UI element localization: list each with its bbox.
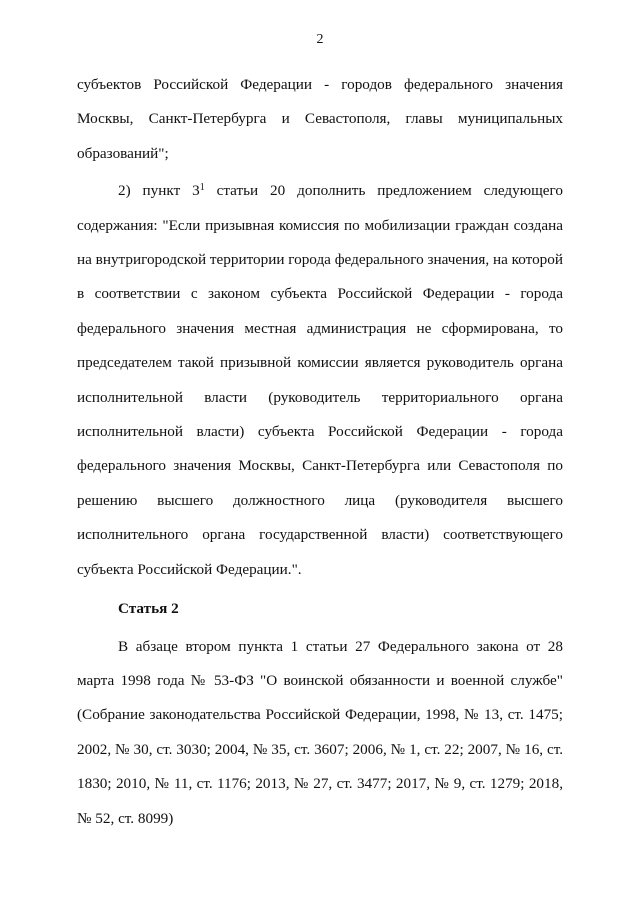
item-2-text-start: 2) пункт 3 [118, 182, 200, 200]
paragraph-amendment-item-2 [77, 174, 563, 587]
item-2-text-rest: статьи 20 дополнить предложением следующего содержания: "Если призывная комиссия по мобилизации граждан создана на внутригородской территории города федерального значения, на которой в соответствии с законом субъекта Российской Федерации - города федерального значения местная администрация не сформирована, то председателем такой призывной комиссии является руководитель органа исполнительной власти (руководитель территориального органа исполнительной власти) субъекта Российской Федерации - города федерального значения Москвы, Санкт-Петербурга или Севастополя по решению высшего должностного лица (руководителя высшего исполнительного органа государственной власти) соответствующего субъекта Российской Федерации.". [77, 182, 563, 578]
article-heading: Статья 2 [118, 600, 179, 618]
superscript-index: 1 [199, 182, 205, 194]
document-body [77, 68, 563, 836]
paragraph-article-2: В абзаце втором пункта 1 статьи 27 Федерального закона от 28 марта 1998 года № 53-ФЗ "О воинской обязанности и военной службе" (Собрание законодательства Российской Федерации, 1998, № 13, ст. 1475; 2002, № 30, ст. 3030; 2004, № 35, ст. 3607; 2006, № 1, ст. 22; 2007, № 16, ст. 1830; 2010, № 11, ст. 1176; 2013, № 27, ст. 3477; 2017, № 9, ст. 1279; 2018, № 52, ст. 8099) [77, 637, 563, 827]
page-number: 2 [316, 32, 324, 47]
paragraph-continuation: субъектов Российской Федерации - городов федерального значения Москвы, Санкт-Петербурга и Севастополя, главы муниципальных образований"; [77, 76, 563, 162]
